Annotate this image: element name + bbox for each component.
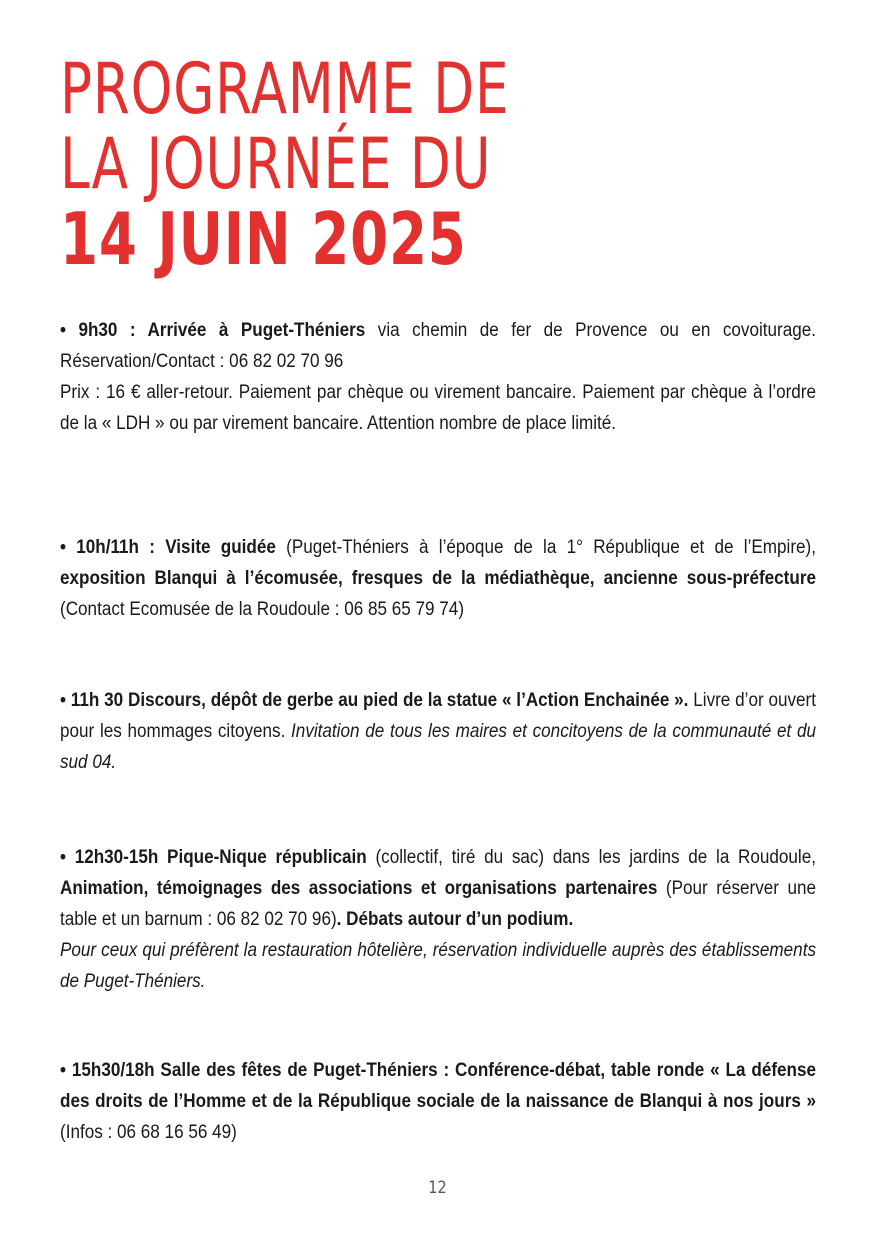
item-heading: • 10h/11h : Visite guidée [60,537,276,558]
title-date: 14 JUIN 2025 [60,197,467,281]
page-number: 12 [428,1178,447,1198]
item-heading: • 15h30/18h Salle des fêtes de Puget-Théniers : Conférence-débat, table ronde « La défense des droits de l’Homme et de la République sociale de la naissance de Blanqui à nos jours » [60,1060,816,1112]
item-text-price: Prix : 16 € aller-retour. Paiement par chèque ou virement bancaire. Paiement par chèque à l’ordre de la « LDH » ou par virement bancaire. Attention nombre de place limité. [60,382,816,434]
item-contact: (Infos : 06 68 16 56 49) [60,1122,237,1143]
item-text: (collectif, tiré du sac) dans les jardins de la Roudoule, [366,847,816,868]
title-line-1: PROGRAMME DE [60,48,510,130]
item-contact: (Pour réserver une table et un barnum : 06 82 02 70 96) [60,878,816,930]
item-bold-text: exposition Blanqui à l’écomusée, fresques de la médiathèque, ancienne sous-préfecture [60,568,816,589]
item-italic-text: Invitation de tous les maires et concitoyens de la communauté et du sud 04. [60,721,817,773]
program-item-1230 [60,842,816,997]
program-item-0930 [60,315,816,439]
item-heading: • 11h 30 Discours, dépôt de gerbe au pied de la statue « l’Action Enchainée ». [60,690,689,711]
item-text: (Puget-Théniers à l’époque de la 1° République et de l’Empire), [275,537,816,558]
item-italic-text: Pour ceux qui préfèrent la restauration hôtelière, réservation individuelle auprès des établissements de Puget-Théniers. [60,940,816,992]
item-contact: (Contact Ecomusée de la Roudoule : 06 85 65 79 74) [60,599,465,620]
item-heading: • 9h30 : Arrivée à Puget-Théniers [60,320,366,341]
program-item-1530 [60,1055,816,1148]
item-bold-text: Animation, témoignages des associations et organisations partenaires [60,878,658,899]
page-title [60,48,510,281]
program-item-1000 [60,532,816,625]
item-bold-text-2: . Débats autour d’un podium. [336,909,574,930]
title-line-2: LA JOURNÉE DU [60,123,492,205]
program-item-1130 [60,685,816,778]
item-text: via chemin de fer de Provence ou en covoiturage. Réservation/Contact : 06 82 02 70 96 [60,320,817,372]
item-heading: • 12h30-15h Pique-Nique républicain [60,847,367,868]
item-text: Livre d’or ouvert pour les hommages citoyens. [60,690,816,742]
